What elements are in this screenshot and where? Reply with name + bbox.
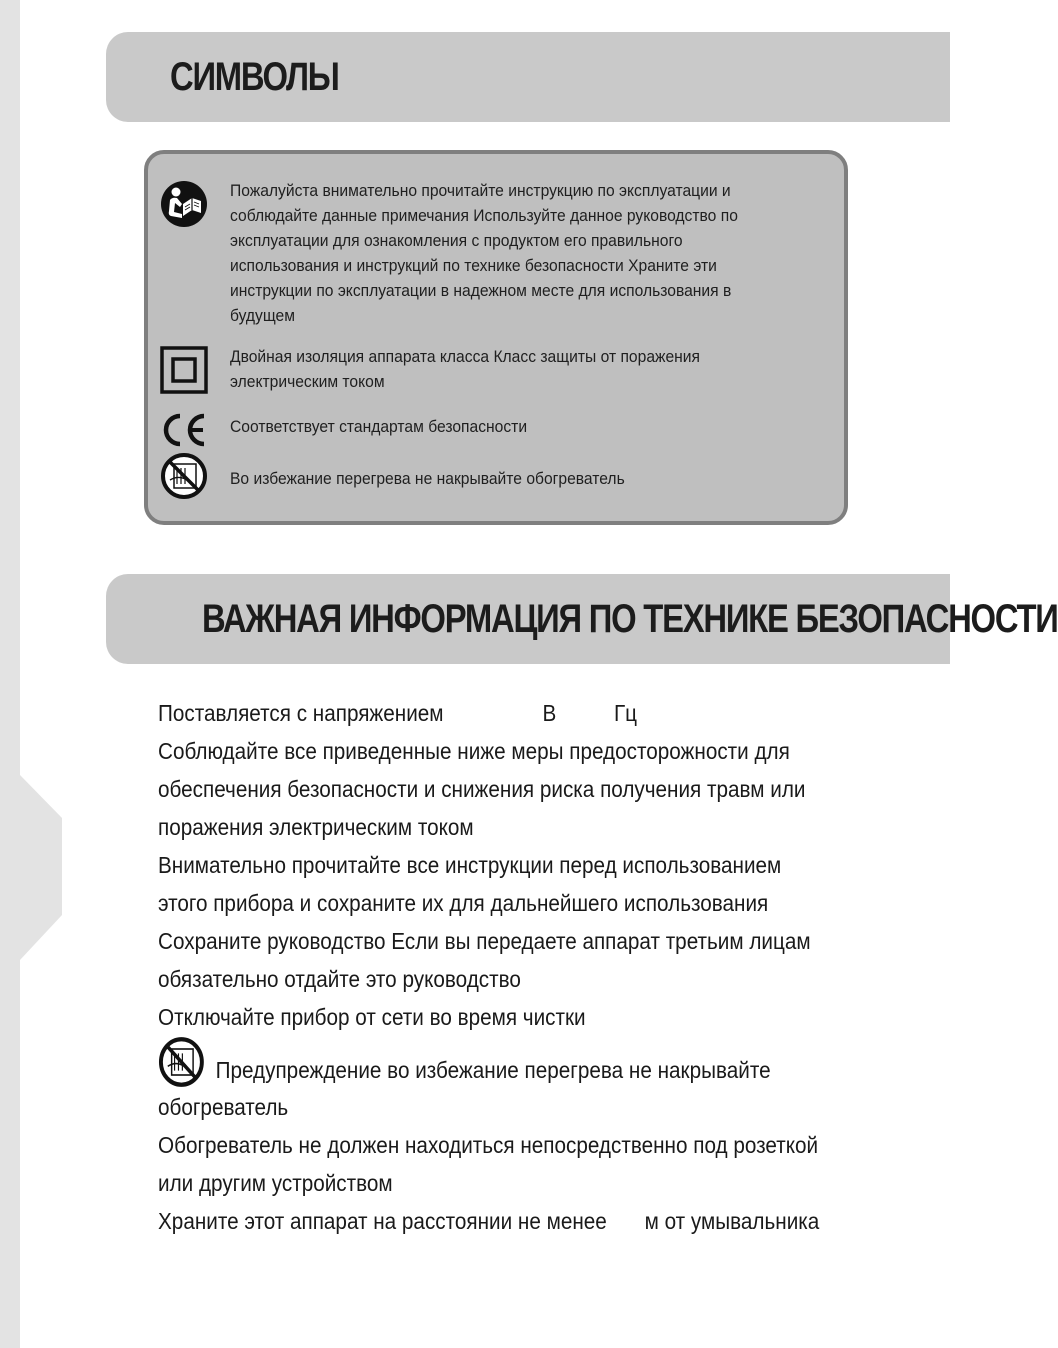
safety-line: Сохраните руководство Если вы передаете аппарат третьим лицам bbox=[158, 928, 811, 954]
symbols-header bbox=[106, 32, 950, 122]
do-not-cover-icon bbox=[158, 1036, 205, 1088]
ce-text: Соответствует стандартам безопасности bbox=[230, 417, 528, 436]
distance-line: Храните этот аппарат на расстоянии не менее м от умывальника bbox=[158, 1208, 820, 1234]
do-not-cover-icon bbox=[160, 452, 208, 500]
warning-text: Предупреждение во избежание перегрева не накрывайте bbox=[215, 1057, 771, 1083]
double-insulation-icon bbox=[160, 346, 208, 394]
safety-line: Соблюдайте все приведенные ниже меры предосторожности для bbox=[158, 738, 790, 764]
ce-mark-icon bbox=[160, 406, 208, 454]
read-manual-text: Пожалуйста внимательно прочитайте инструкцию по эксплуатации и соблюдайте данные примечания Используйте данное руководство по эксплуатации для ознакомления с продуктом его правильного использования и инструкций по технике безопасности Храните эти инструкции по эксплуатации в надежном месте для использования в будущем bbox=[230, 181, 738, 325]
read-manual-icon bbox=[160, 180, 208, 228]
safety-line: Внимательно прочитайте все инструкции перед использованием bbox=[158, 852, 782, 878]
symbols-panel bbox=[144, 150, 848, 525]
safety-line: Отключайте прибор от сети во время чистки bbox=[158, 1004, 586, 1030]
safety-line: поражения электрическим током bbox=[158, 814, 474, 840]
safety-line: обеспечения безопасности и снижения риска получения травм или bbox=[158, 776, 806, 802]
do-not-cover-text: Во избежание перегрева не накрывайте обогреватель bbox=[230, 469, 625, 488]
safety-header bbox=[106, 574, 1058, 664]
safety-line: обязательно отдайте это руководство bbox=[158, 966, 521, 992]
outlet-line: Обогреватель не должен находиться непосредственно под розеткой bbox=[158, 1132, 819, 1158]
warning-line bbox=[158, 1036, 806, 1088]
safety-instructions bbox=[158, 694, 878, 1240]
warning-continuation: обогреватель bbox=[158, 1094, 289, 1120]
outlet-line: или другим устройством bbox=[158, 1170, 393, 1196]
supply-line: Поставляется с напряжением В Гц bbox=[158, 700, 638, 726]
safety-title: ВАЖНАЯ ИНФОРМАЦИЯ ПО ТЕХНИКЕ БЕЗОПАСНОСТИ bbox=[202, 597, 1058, 641]
symbols-title: СИМВОЛЫ bbox=[170, 55, 339, 99]
double-insulation-text: Двойная изоляция аппарата класса Класс защиты от поражения электрическим током bbox=[230, 347, 701, 391]
safety-line: этого прибора и сохраните их для дальнейшего использования bbox=[158, 890, 769, 916]
